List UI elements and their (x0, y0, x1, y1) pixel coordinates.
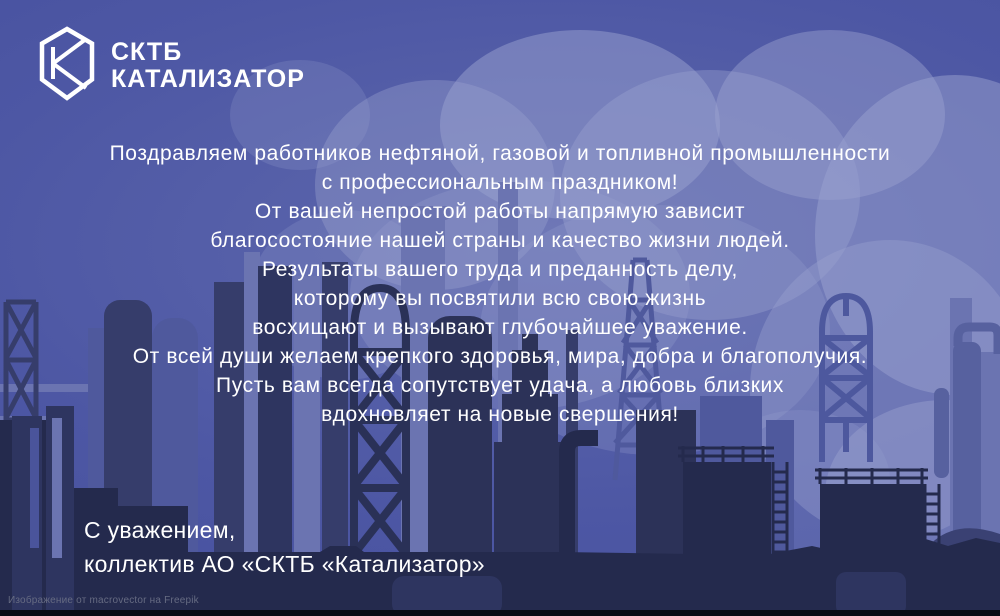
greeting-line: вдохновляет на новые свершения! (321, 403, 679, 426)
greeting-line: с профессиональным праздником! (321, 171, 679, 194)
greeting-line: благосостояние нашей страны и качество жизни людей. (210, 229, 790, 252)
logo-line-1: СКТБ (111, 38, 183, 66)
greeting-line: Результаты вашего труда и преданность делу, (262, 258, 738, 281)
greeting-text (0, 139, 1000, 429)
signature-line-2: коллектив АО «СКТБ «Катализатор» (84, 551, 485, 577)
hexagon-k-logo-icon (38, 26, 96, 102)
greeting-line: От вашей непростой работы напрямую зависит (254, 200, 746, 223)
image-attribution: Изображение от macrovector на Freepik (8, 595, 199, 606)
greeting-line: Поздравляем работников нефтяной, газовой и топливной промышленности (109, 142, 891, 165)
bottom-bar (0, 610, 1000, 616)
greeting-line: восхищают и вызывают глубочайшее уважение. (252, 316, 748, 339)
greeting-line: От всей души желаем крепкого здоровья, мира, добра и благополучия. (132, 345, 868, 368)
company-name (111, 39, 305, 93)
logo-line-2: КАТАЛИЗАТОР (111, 65, 305, 93)
signature-line-1: С уважением, (84, 517, 236, 543)
signature (84, 513, 485, 581)
company-logo (38, 26, 305, 102)
storage-tank-1 (678, 446, 787, 616)
greeting-line: Пусть вам всегда сопутствует удача, а любовь близких (216, 374, 784, 397)
greeting-line: которому вы посвятили всю свою жизнь (293, 287, 707, 310)
